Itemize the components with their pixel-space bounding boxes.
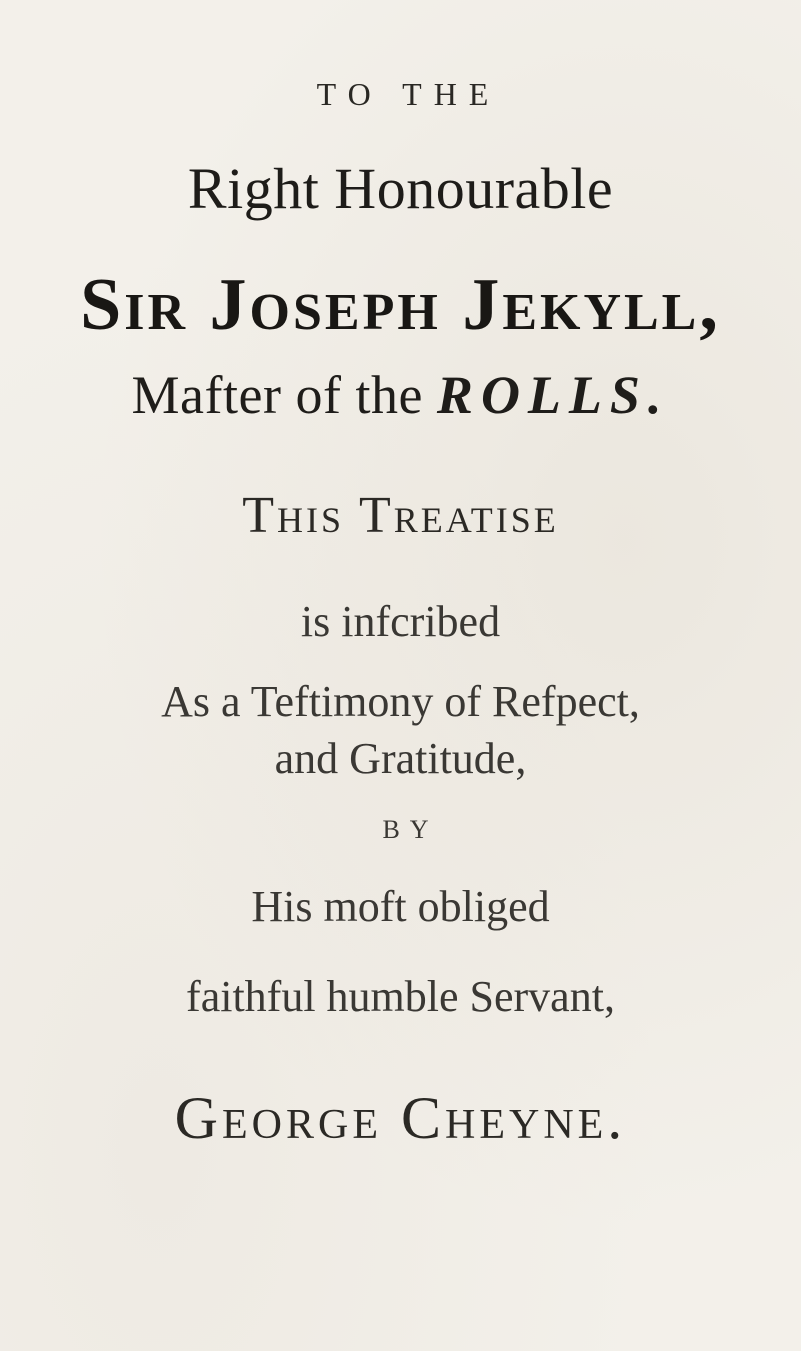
servant-line: faithful humble Servant, xyxy=(186,972,615,1021)
by-line: BY xyxy=(382,815,439,844)
inscribed-line: is infcribed xyxy=(300,597,501,646)
testimony-line: As a Teftimony of Refpect, xyxy=(161,677,640,726)
right-honourable-line: Right Honourable xyxy=(187,156,614,221)
this-treatise-line: This Treatise xyxy=(242,487,559,544)
rolls-text: ROLLS. xyxy=(436,365,670,425)
master-of-rolls-line xyxy=(0,365,801,425)
author-signature: George Cheyne. xyxy=(174,1085,627,1151)
master-prefix: Mafter of the xyxy=(131,365,423,425)
dedicatee-name: Sir Joseph Jekyll, xyxy=(80,264,721,346)
to-the-heading: TO THE xyxy=(316,76,501,112)
obliged-line: His moft obliged xyxy=(251,882,550,931)
gratitude-line: and Gratitude, xyxy=(274,734,527,783)
